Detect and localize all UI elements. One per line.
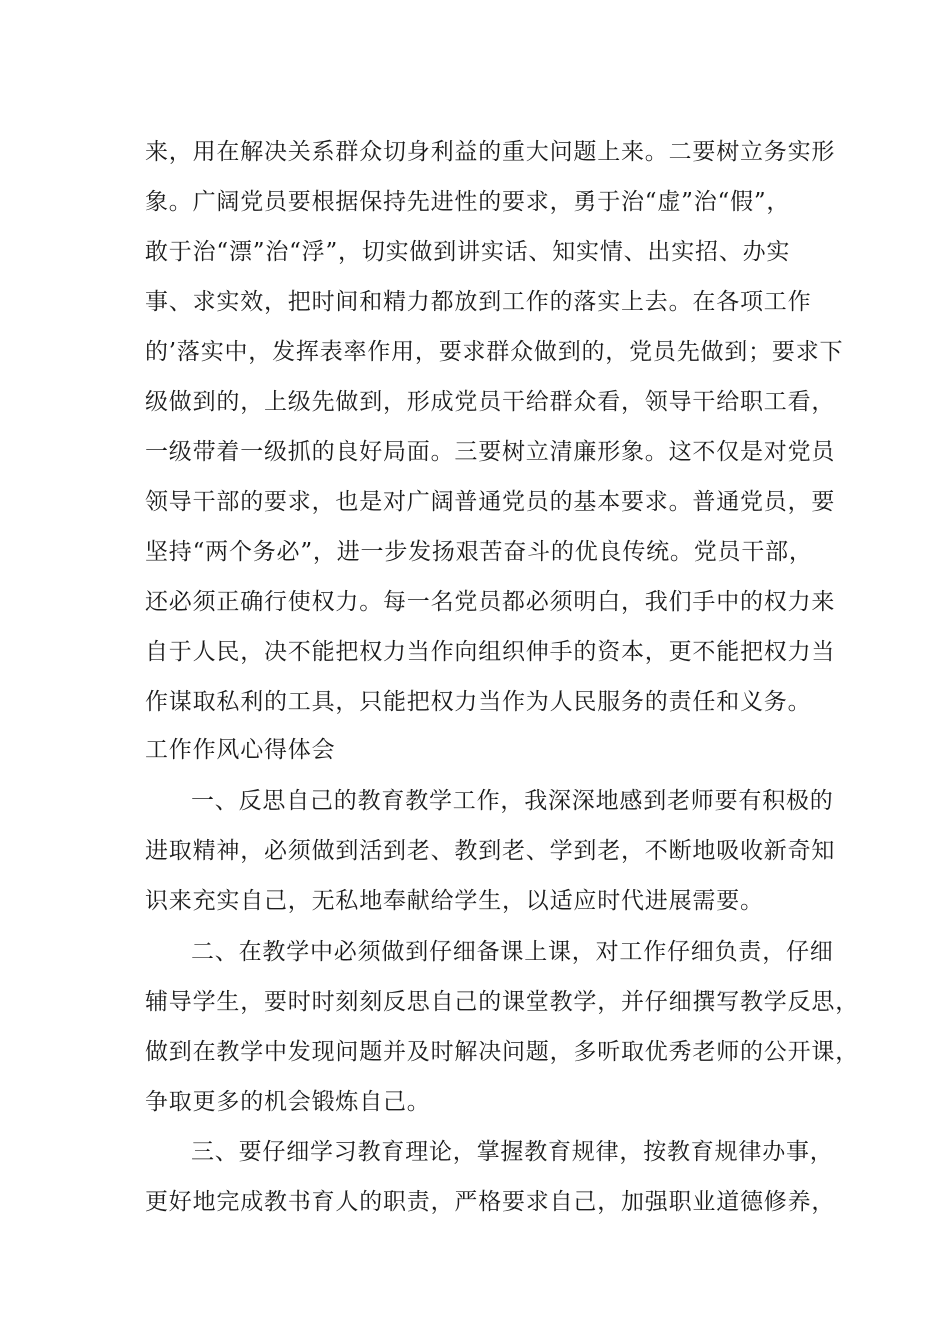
text-line: 还必须正确行使权力。每一名党员都必须明白，我们手中的权力来 — [145, 589, 836, 615]
paragraph-1-line: 进取精神，必须做到活到老、教到老、学到老，不断地吸收新奇知 — [145, 838, 836, 864]
text-line: 一级带着一级抓的良好局面。三要树立清廉形象。这不仅是对党员 — [145, 439, 836, 465]
text-line: 坚持“两个务必”，进一步发扬艰苦奋斗的优良传统。党员干部， — [145, 539, 813, 565]
text-line: 级做到的，上级先做到，形成党员干给群众看，领导干给职工看， — [145, 389, 836, 415]
paragraph-2-line: 辅导学生，要时时刻刻反思自己的课堂教学，并仔细撰写教学反思， — [145, 989, 859, 1015]
paragraph-2-line: 二、在教学中必须做到仔细备课上课，对工作仔细负责，仔细 — [191, 939, 834, 965]
text-line: 作谋取私利的工具，只能把权力当作为人民服务的责任和义务。 — [145, 689, 812, 715]
section-heading: 工作作风心得体会 — [145, 737, 336, 763]
paragraph-3-line: 更好地完成教书育人的职责，严格要求自己，加强职业道德修养， — [145, 1189, 836, 1215]
text-line: 的’落实中，发挥表率作用，要求群众做到的，党员先做到；要求下 — [145, 339, 844, 365]
paragraph-2-line: 争取更多的机会锻炼自己。 — [145, 1089, 431, 1115]
text-line: 象。广阔党员要根据保持先进性的要求，勇于治“虚”治“假”， — [145, 189, 791, 215]
text-line: 领导干部的要求，也是对广阔普通党员的基本要求。普通党员，要 — [145, 489, 836, 515]
paragraph-3-line: 三、要仔细学习教育理论，掌握教育规律，按教育规律办事， — [191, 1139, 834, 1165]
paragraph-1-line: 一、反思自己的教育教学工作，我深深地感到老师要有积极的 — [191, 788, 834, 814]
paragraph-1-line: 识来充实自己，无私地奉献给学生，以适应时代进展需要。 — [145, 888, 764, 914]
text-line: 敢于治“漂”治“浮”，切实做到讲实话、知实情、出实招、办实 — [145, 239, 791, 265]
text-line: 自于人民，决不能把权力当作向组织伸手的资本，更不能把权力当 — [145, 639, 836, 665]
paragraph-2-line: 做到在教学中发现问题并及时解决问题，多听取优秀老师的公开课， — [145, 1039, 859, 1065]
text-line: 来，用在解决关系群众切身利益的重大问题上来。二要树立务实形 — [145, 139, 836, 165]
text-line: 事、求实效，把时间和精力都放到工作的落实上去。在各项工作 — [145, 289, 812, 315]
